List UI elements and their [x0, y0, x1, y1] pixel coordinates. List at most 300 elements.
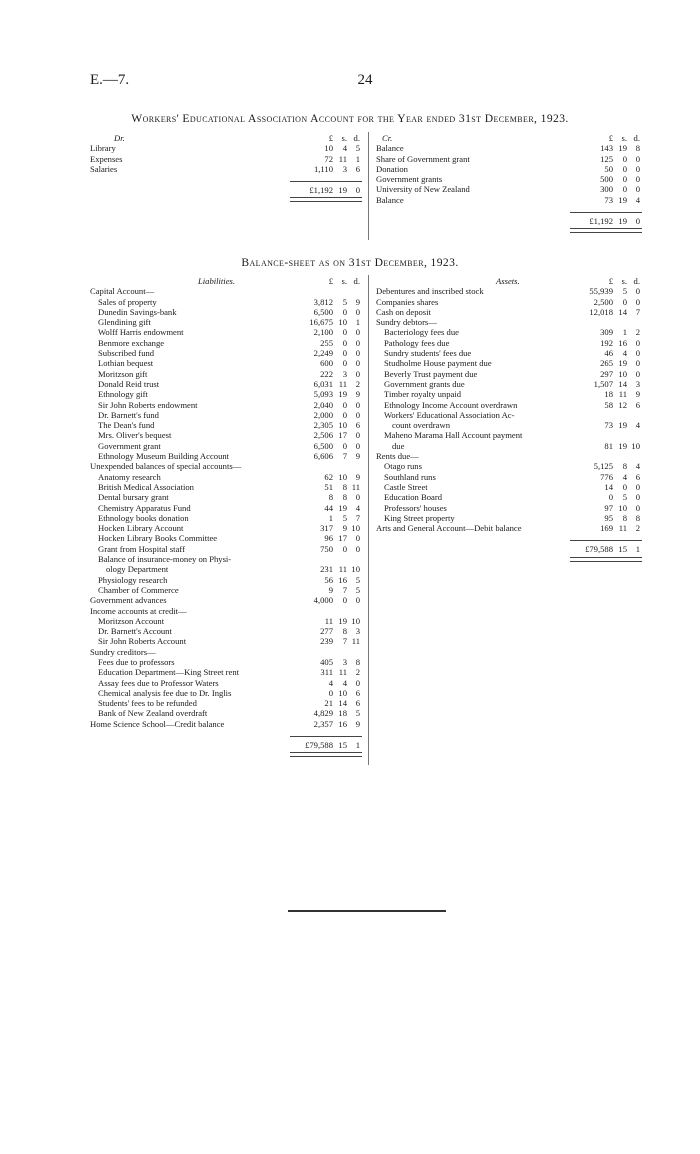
ledger-shillings: 16	[618, 337, 627, 348]
ledger-row	[90, 338, 360, 348]
ledger-pounds: 72	[324, 153, 333, 164]
ledger-row	[90, 513, 360, 523]
ledger-pounds: 1,110	[313, 163, 333, 174]
ledger-shillings: 16	[338, 574, 347, 585]
ledger-label: Anatomy research	[98, 471, 161, 482]
ledger-pounds: 500	[600, 174, 613, 185]
ledger-shillings: 10	[338, 471, 347, 482]
ledger-label: British Medical Association	[98, 481, 194, 492]
liabilities-table	[90, 276, 360, 757]
ledger-pounds: 2,357	[313, 718, 333, 729]
ledger-pounds: 2,249	[313, 348, 333, 359]
ledger-label: Donald Reid trust	[98, 378, 160, 389]
ledger-row	[90, 369, 360, 379]
pounds-header: £	[328, 276, 333, 286]
ledger-row	[90, 472, 360, 482]
total-rule	[290, 736, 362, 737]
ledger-row	[376, 492, 644, 502]
column-heading: Dr.	[114, 133, 125, 143]
ledger-row	[90, 410, 360, 420]
ledger-shillings: 8	[342, 626, 347, 637]
ledger-label: Hocken Library Account	[98, 523, 184, 534]
ledger-pounds: 2,506	[313, 430, 333, 441]
ledger-pounds: 309	[600, 327, 613, 338]
total-pence: 1	[635, 544, 640, 555]
ledger-shillings: 1	[622, 327, 627, 338]
ledger-shillings: 14	[618, 306, 627, 317]
ledger-row	[376, 143, 644, 153]
ledger-pounds: 0	[328, 687, 333, 698]
total-pence: 0	[635, 216, 640, 227]
ledger-pounds: 125	[600, 153, 613, 164]
ledger-label: ology Department	[106, 564, 169, 575]
ledger-pence: 0	[635, 358, 640, 369]
ledger-shillings: 19	[618, 194, 627, 205]
ledger-pence: 10	[351, 564, 360, 575]
ledger-pounds: 56	[324, 574, 333, 585]
ledger-row	[90, 708, 360, 718]
ledger-row	[376, 307, 644, 317]
ledger-label: Dr. Barnett's fund	[98, 409, 159, 420]
ledger-shillings: 19	[338, 389, 347, 400]
ledger-pence: 6	[635, 399, 640, 410]
ledger-pence: 5	[355, 574, 360, 585]
ledger-pounds: 222	[320, 368, 333, 379]
ledger-pounds: 46	[604, 348, 613, 359]
ledger-pence: 11	[351, 636, 360, 647]
ledger-shillings: 8	[342, 492, 347, 503]
total-pounds: £1,192	[309, 185, 333, 196]
column-heading: Assets.	[496, 276, 520, 286]
ledger-row	[376, 451, 644, 461]
ledger-label: Ethnology Museum Building Account	[98, 451, 230, 462]
ledger-shillings: 19	[338, 502, 347, 513]
ledger-row	[90, 544, 360, 554]
ledger-label: Government grants	[376, 174, 443, 185]
ledger-pence: 9	[355, 471, 360, 482]
ledger-pounds: 750	[320, 543, 333, 554]
ledger-row	[90, 616, 360, 626]
ledger-row	[90, 451, 360, 461]
pence-header: d.	[633, 276, 640, 286]
ledger-row	[376, 164, 644, 174]
ledger-pence: 0	[635, 286, 640, 297]
ledger-label: Workers' Educational Association Ac-	[384, 409, 515, 420]
ledger-row	[90, 595, 360, 605]
ledger-pence: 0	[635, 163, 640, 174]
ledger-label: Pathology fees due	[384, 337, 450, 348]
total-double-rule	[570, 228, 642, 233]
ledger-row	[376, 441, 644, 451]
ledger-pounds: 4,000	[313, 595, 333, 606]
ledger-row	[376, 195, 644, 205]
ledger-pounds: 192	[600, 337, 613, 348]
ledger-pounds: 600	[320, 358, 333, 369]
ledger-shillings: 10	[338, 317, 347, 328]
ledger-pounds: 55,939	[589, 286, 613, 297]
ledger-row	[376, 358, 644, 368]
ledger-label: Sir John Roberts endowment	[98, 399, 198, 410]
ledger-row	[90, 626, 360, 636]
ledger-pence: 3	[635, 378, 640, 389]
ledger-label: Income accounts at credit—	[90, 605, 187, 616]
ledger-label: Balance of insurance-money on Physi-	[98, 554, 232, 565]
ledger-shillings: 0	[622, 184, 627, 195]
ledger-label: Dental bursary grant	[98, 492, 169, 503]
ledger-shillings: 0	[622, 153, 627, 164]
ledger-label: Students' fees to be refunded	[98, 698, 197, 709]
pence-header: d.	[353, 276, 360, 286]
ledger-row	[376, 420, 644, 430]
ledger-row	[376, 410, 644, 420]
total-row	[376, 216, 644, 226]
ledger-pounds: 6,606	[313, 451, 333, 462]
ledger-label: Otago runs	[384, 461, 422, 472]
ledger-pounds: 143	[600, 143, 613, 154]
balance-sheet-title: Balance-sheet as on 31st December, 1923.	[241, 256, 459, 269]
ledger-pence: 0	[635, 337, 640, 348]
ledger-label: Bank of New Zealand overdraft	[98, 708, 208, 719]
ledger-pence: 0	[355, 348, 360, 359]
ledger-shillings: 7	[342, 584, 347, 595]
total-row	[90, 185, 360, 195]
ledger-shillings: 0	[622, 174, 627, 185]
ledger-pence: 0	[355, 337, 360, 348]
ledger-shillings: 4	[622, 471, 627, 482]
ledger-shillings: 14	[338, 698, 347, 709]
ledger-pence: 0	[635, 492, 640, 503]
ledger-shillings: 4	[622, 348, 627, 359]
ledger-row	[90, 719, 360, 729]
ledger-shillings: 11	[338, 564, 347, 575]
ledger-shillings: 17	[338, 533, 347, 544]
ledger-row	[90, 430, 360, 440]
ledger-shillings: 4	[342, 677, 347, 688]
ledger-pence: 4	[355, 502, 360, 513]
ledger-row	[376, 174, 644, 184]
ledger-shillings: 8	[622, 461, 627, 472]
ledger-shillings: 7	[342, 451, 347, 462]
total-double-rule	[570, 557, 642, 562]
ledger-shillings: 3	[342, 368, 347, 379]
ledger-label: Mrs. Oliver's bequest	[98, 430, 172, 441]
ledger-pence: 5	[355, 584, 360, 595]
ledger-shillings: 0	[342, 595, 347, 606]
ledger-pence: 0	[355, 440, 360, 451]
ledger-shillings: 19	[338, 615, 347, 626]
ledger-label: Benmore exchange	[98, 337, 165, 348]
ledger-pounds: 6,031	[313, 378, 333, 389]
ledger-pence: 8	[355, 656, 360, 667]
ledger-pence: 7	[635, 306, 640, 317]
pence-header: d.	[633, 133, 640, 143]
ledger-pence: 0	[355, 533, 360, 544]
ledger-pounds: 4,829	[313, 708, 333, 719]
ledger-shillings: 5	[622, 492, 627, 503]
ledger-pence: 0	[635, 481, 640, 492]
ledger-pounds: 317	[320, 523, 333, 534]
ledger-row	[90, 400, 360, 410]
shillings-header: s.	[341, 133, 347, 143]
ledger-pounds: 239	[320, 636, 333, 647]
column-header-row	[90, 133, 360, 143]
ledger-pence: 2	[355, 667, 360, 678]
ledger-pounds: 14	[604, 481, 613, 492]
ledger-row	[90, 307, 360, 317]
ledger-pence: 0	[635, 153, 640, 164]
ledger-pounds: 81	[604, 440, 613, 451]
ledger-label: Government grants due	[384, 378, 465, 389]
ledger-row	[90, 564, 360, 574]
ledger-pounds: 2,000	[313, 409, 333, 420]
ledger-shillings: 5	[342, 296, 347, 307]
ledger-pence: 0	[355, 430, 360, 441]
ledger-label: Hocken Library Books Committee	[98, 533, 218, 544]
column-header-row	[376, 276, 644, 286]
ledger-row	[90, 554, 360, 564]
ledger-row	[90, 533, 360, 543]
ledger-row	[90, 297, 360, 307]
ledger-row	[90, 523, 360, 533]
ledger-pence: 4	[635, 461, 640, 472]
ledger-pounds: 73	[604, 194, 613, 205]
ledger-pounds: 8	[328, 492, 333, 503]
ledger-pence: 6	[355, 687, 360, 698]
ledger-label: King Street property	[384, 512, 455, 523]
workers-cr-table	[376, 133, 644, 233]
ledger-row	[376, 379, 644, 389]
ledger-pounds: 1	[328, 512, 333, 523]
ledger-label: Castle Street	[384, 481, 428, 492]
ledger-row	[90, 698, 360, 708]
ledger-label: Donation	[376, 163, 408, 174]
ledger-pence: 10	[351, 523, 360, 534]
ledger-shillings: 0	[342, 306, 347, 317]
ledger-pence: 2	[635, 523, 640, 534]
ledger-row	[376, 523, 644, 533]
ledger-pence: 8	[635, 143, 640, 154]
ledger-label: Salaries	[90, 163, 118, 174]
assets-table	[376, 276, 644, 562]
ledger-pounds: 18	[604, 389, 613, 400]
ledger-shillings: 3	[342, 656, 347, 667]
ledger-shillings: 18	[338, 708, 347, 719]
ledger-pounds: 51	[324, 481, 333, 492]
ledger-label: Physiology research	[98, 574, 168, 585]
ledger-pounds: 231	[320, 564, 333, 575]
ledger-row	[376, 327, 644, 337]
ledger-pence: 6	[355, 163, 360, 174]
ledger-shillings: 0	[342, 543, 347, 554]
ledger-label: Cash on deposit	[376, 306, 431, 317]
ledger-label: Moritzson gift	[98, 368, 148, 379]
ledger-row	[90, 143, 360, 153]
ledger-label: Rents due—	[376, 451, 419, 462]
ledger-pounds: 6,500	[313, 306, 333, 317]
ledger-label: Sundry students' fees due	[384, 348, 472, 359]
ledger-label: Government grant	[98, 440, 161, 451]
column-header-row	[376, 133, 644, 143]
ledger-pounds: 11	[324, 615, 333, 626]
ledger-label: Professors' houses	[384, 502, 447, 513]
ledger-pence: 10	[631, 440, 640, 451]
footer-rule	[288, 910, 446, 912]
page-number: 24	[357, 72, 373, 88]
ledger-label: Sales of property	[98, 296, 157, 307]
ledger-row	[90, 154, 360, 164]
ledger-label: Education Department—King Street rent	[98, 667, 240, 678]
pounds-header: £	[328, 133, 333, 143]
ledger-pounds: 12,018	[589, 306, 613, 317]
shillings-header: s.	[341, 276, 347, 286]
ledger-label: Government advances	[90, 595, 167, 606]
ledger-label: Ethnology Income Account overdrawn	[384, 399, 518, 410]
ledger-pence: 0	[355, 358, 360, 369]
ledger-pence: 0	[355, 492, 360, 503]
total-shillings: 15	[618, 544, 627, 555]
ledger-row	[90, 164, 360, 174]
ledger-pence: 0	[355, 543, 360, 554]
ledger-pounds: 5,125	[593, 461, 613, 472]
ledger-row	[376, 461, 644, 471]
page-reference: E.—7.	[90, 72, 130, 88]
ledger-pounds: 4	[328, 677, 333, 688]
ledger-pence: 2	[635, 327, 640, 338]
ledger-shillings: 11	[338, 667, 347, 678]
ledger-pence: 9	[355, 718, 360, 729]
total-rule	[570, 212, 642, 213]
ledger-label: Sir John Roberts Account	[98, 636, 187, 647]
ledger-shillings: 5	[622, 286, 627, 297]
ledger-row	[376, 503, 644, 513]
ledger-row	[90, 667, 360, 677]
ledger-pounds: 405	[320, 656, 333, 667]
ledger-pence: 7	[355, 512, 360, 523]
ledger-shillings: 10	[618, 368, 627, 379]
ledger-row	[376, 184, 644, 194]
ledger-label: Dr. Barnett's Account	[98, 626, 172, 637]
ledger-pounds: 2,500	[593, 296, 613, 307]
ledger-shillings: 11	[618, 389, 627, 400]
ledger-pence: 0	[355, 409, 360, 420]
ledger-label: The Dean's fund	[98, 420, 155, 431]
ledger-shillings: 4	[342, 143, 347, 154]
ledger-shillings: 19	[618, 358, 627, 369]
ledger-row	[90, 647, 360, 657]
ledger-row	[376, 513, 644, 523]
total-pounds: £79,588	[585, 544, 613, 555]
ledger-pence: 4	[635, 420, 640, 431]
ledger-row	[90, 503, 360, 513]
ledger-shillings: 12	[618, 399, 627, 410]
ledger-label: Subscribed fund	[98, 348, 155, 359]
ledger-row	[90, 678, 360, 688]
ledger-row	[90, 389, 360, 399]
ledger-pounds: 50	[604, 163, 613, 174]
ledger-label: Fees due to professors	[98, 656, 175, 667]
ledger-row	[90, 461, 360, 471]
ledger-pounds: 21	[324, 698, 333, 709]
ledger-shillings: 16	[338, 718, 347, 729]
ledger-pounds: 255	[320, 337, 333, 348]
workers-account-title: Workers' Educational Association Account for the Year ended 31st December, 1923.	[131, 112, 569, 125]
ledger-shillings: 0	[342, 327, 347, 338]
ledger-label: Arts and General Account—Debit balance	[376, 523, 522, 534]
ledger-label: Balance	[376, 143, 404, 154]
ledger-row	[376, 317, 644, 327]
ledger-shillings: 0	[622, 296, 627, 307]
ledger-label: Ethnology books donation	[98, 512, 189, 523]
ledger-row	[90, 482, 360, 492]
ledger-shillings: 8	[622, 512, 627, 523]
ledger-label: Wolff Harris endowment	[98, 327, 184, 338]
ledger-row	[90, 492, 360, 502]
ledger-pence: 6	[355, 698, 360, 709]
pence-header: d.	[353, 133, 360, 143]
ledger-pence: 0	[635, 184, 640, 195]
ledger-shillings: 0	[342, 409, 347, 420]
ledger-label: Moritzson Account	[98, 615, 165, 626]
total-pence: 1	[355, 740, 360, 751]
total-row	[376, 544, 644, 554]
ledger-label: Sundry debtors—	[376, 317, 437, 328]
ledger-label: Lothian bequest	[98, 358, 154, 369]
ledger-shillings: 0	[342, 358, 347, 369]
ledger-pence: 9	[355, 296, 360, 307]
ledger-label: Maheno Marama Hall Account payment	[384, 430, 523, 441]
ledger-pence: 0	[635, 502, 640, 513]
ledger-pounds: 3,812	[313, 296, 333, 307]
total-row	[90, 740, 360, 750]
ledger-pence: 0	[355, 595, 360, 606]
ledger-row	[90, 420, 360, 430]
ledger-shillings: 0	[622, 163, 627, 174]
ledger-row	[90, 317, 360, 327]
ledger-label: Sundry creditors—	[90, 646, 156, 657]
ledger-pence: 0	[635, 348, 640, 359]
ledger-shillings: 19	[618, 440, 627, 451]
ledger-pence: 0	[355, 327, 360, 338]
ledger-pence: 9	[355, 451, 360, 462]
ledger-pounds: 73	[604, 420, 613, 431]
ledger-row	[376, 348, 644, 358]
ledger-label: Grant from Hospital staff	[98, 543, 185, 554]
ledger-shillings: 3	[342, 163, 347, 174]
ledger-label: Ethnology gift	[98, 389, 148, 400]
ledger-shillings: 10	[338, 420, 347, 431]
ledger-shillings: 11	[338, 378, 347, 389]
ledger-pence: 10	[351, 615, 360, 626]
ledger-shillings: 11	[338, 153, 347, 164]
pounds-header: £	[608, 133, 613, 143]
ledger-label: count overdrawn	[392, 420, 450, 431]
total-pounds: £79,588	[305, 740, 333, 751]
ledger-pounds: 2,100	[313, 327, 333, 338]
ledger-pence: 1	[355, 153, 360, 164]
ledger-label: Companies shares	[376, 296, 439, 307]
ledger-pounds: 44	[324, 502, 333, 513]
ledger-row	[376, 400, 644, 410]
ledger-row	[376, 472, 644, 482]
ledger-pence: 0	[355, 368, 360, 379]
ledger-shillings: 14	[618, 378, 627, 389]
ledger-shillings: 17	[338, 430, 347, 441]
column-heading: Cr.	[382, 133, 393, 143]
ledger-label: Education Board	[384, 492, 442, 503]
ledger-label: Assay fees due to Professor Waters	[98, 677, 219, 688]
ledger-row	[376, 338, 644, 348]
ledger-row	[376, 430, 644, 440]
